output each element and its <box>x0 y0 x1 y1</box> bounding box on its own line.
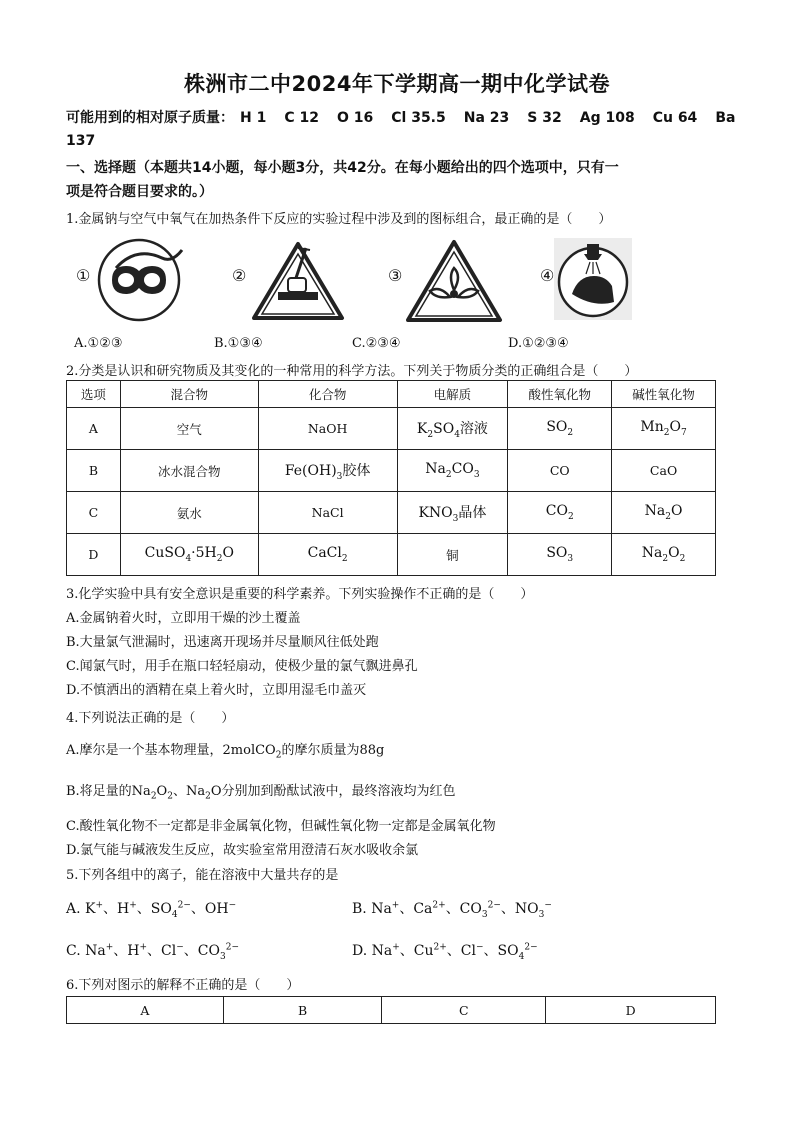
cell: 铜 <box>397 534 508 576</box>
table-row <box>67 408 716 450</box>
mass-item: Cu 64 <box>652 110 698 126</box>
q5-option-b: B. Na+、$Ca^{2+}$、$CO_3^{2-}$、$NO_3^-$ <box>352 900 552 920</box>
q3-option-a: A.金属钠着火时，立即用干燥的沙土覆盖 <box>66 611 301 626</box>
cell: $KNO_3$晶体 <box>397 492 508 534</box>
table-row <box>67 450 716 492</box>
ventilation-fan-icon <box>404 236 504 324</box>
q6-stem: 6.下列对图示的解释不正确的是（ ） <box>66 978 300 993</box>
goggles-icon <box>86 236 192 324</box>
cell: D <box>67 534 121 576</box>
table-header-row <box>67 997 716 1024</box>
q4-option-d: D.氯气能与碱液发生反应，故实验室常用澄清石灰水吸收余氯 <box>66 843 419 858</box>
table-header-row <box>67 381 716 408</box>
atomic-masses-label: 可能用到的相对原子质量： <box>66 110 234 126</box>
cell: $CO_2$ <box>508 492 612 534</box>
cell: $Mn_2O_7$ <box>612 408 716 450</box>
col-header: 化合物 <box>258 381 397 408</box>
q1-icon-1 <box>72 236 192 324</box>
col-header: 混合物 <box>120 381 258 408</box>
mass-item: Ag 108 <box>579 110 635 126</box>
section-heading: 一、选择题（本题共14小题，每小题3分，共42分。在每小题给出的四个选项中，只有一 <box>66 160 619 176</box>
col-header: 选项 <box>67 381 121 408</box>
table-row <box>67 534 716 576</box>
wash-hands-icon <box>554 238 632 320</box>
q4-option-c: C.酸性氧化物不一定都是非金属氧化物，但碱性氧化物一定都是金属氧化物 <box>66 819 496 834</box>
q4-option-b: B.将足量的$Na_2O_2$、$Na_2O$分别加到酚酞试液中，最终溶液均为红色 <box>66 784 456 802</box>
q5-option-c: C. Na+、H+、Cl−、$CO_3^{2-}$ <box>66 942 239 962</box>
mass-item: Ba <box>715 110 736 126</box>
icon-number: ① <box>76 266 91 285</box>
col-header: A <box>67 997 224 1024</box>
cell: CaCl$_2$ <box>258 534 397 576</box>
cell: $K_2SO_4$溶液 <box>397 408 508 450</box>
atomic-masses <box>66 107 735 127</box>
q2-classification-table <box>66 380 716 576</box>
icon-number: ④ <box>540 266 555 285</box>
q5-option-a: A. K+、H+、$SO_4^{2-}$、OH− <box>66 900 237 920</box>
cell: $CuSO_4\cdot 5H_2O$ <box>120 534 258 576</box>
option: B.①③④ <box>214 336 263 351</box>
mass-item: H 1 <box>240 110 267 126</box>
q3-option-c: C.闻氯气时，用手在瓶口轻轻扇动，使极少量的氯气飘进鼻孔 <box>66 659 418 674</box>
cell: $Na_2CO_3$ <box>397 450 508 492</box>
cell: $Fe(OH)_3$胶体 <box>258 450 397 492</box>
mass-item: S 32 <box>527 110 562 126</box>
icon-number: ② <box>232 266 247 285</box>
col-header: 电解质 <box>397 381 508 408</box>
q3-stem: 3.化学实验中具有安全意识是重要的科学素养。下列实验操作不正确的是（ ） <box>66 587 534 602</box>
cell: NaCl <box>258 492 397 534</box>
mass-item: O 16 <box>336 110 374 126</box>
mass-item: Na 23 <box>463 110 510 126</box>
cell: CO <box>508 450 612 492</box>
q3-option-d: D.不慎洒出的酒精在桌上着火时，立即用湿毛巾盖灭 <box>66 683 367 698</box>
hot-surface-icon <box>248 236 348 324</box>
cell: $Na_2O$ <box>612 492 716 534</box>
q1-icon-3 <box>384 236 504 324</box>
q4-option-a: A.摩尔是一个基本物理量，2molCO$_2$的摩尔质量为88g <box>66 743 385 761</box>
q6-table <box>66 996 716 1024</box>
q1-icon-4 <box>538 236 632 324</box>
q4-stem: 4.下列说法正确的是（ ） <box>66 711 235 726</box>
icon-number: ③ <box>388 266 403 285</box>
option: C.②③④ <box>352 336 401 351</box>
col-header: D <box>546 997 716 1024</box>
col-header: 酸性氧化物 <box>508 381 612 408</box>
q5-option-d: D. Na+、$Cu^{2+}$、Cl−、$SO_4^{2-}$ <box>352 942 538 962</box>
cell: NaOH <box>258 408 397 450</box>
q1-icon-strip <box>72 236 632 324</box>
section-heading-cont: 项是符合题目要求的。） <box>66 184 213 200</box>
q1-icon-2 <box>228 236 348 324</box>
exam-title: 株洲市二中2024年下学期高一期中化学试卷 <box>184 72 610 96</box>
q1-stem: 1.金属钠与空气中氧气在加热条件下反应的实验过程中涉及到的图标组合，最正确的是（ ） <box>66 212 612 227</box>
table-row <box>67 492 716 534</box>
col-header: C <box>382 997 546 1024</box>
atomic-masses-continuation: 137 <box>66 133 96 149</box>
q2-stem: 2.分类是认识和研究物质及其变化的一种常用的科学方法。下列关于物质分类的正确组合是（ ） <box>66 364 638 379</box>
col-header: B <box>223 997 382 1024</box>
mass-item: C 12 <box>284 110 319 126</box>
col-header: 碱性氧化物 <box>612 381 716 408</box>
cell: 空气 <box>120 408 258 450</box>
cell: $SO_3$ <box>508 534 612 576</box>
q3-option-b: B.大量氯气泄漏时，迅速离开现场并尽量顺风往低处跑 <box>66 635 379 650</box>
cell: C <box>67 492 121 534</box>
cell: 氨水 <box>120 492 258 534</box>
cell: $Na_2O_2$ <box>612 534 716 576</box>
option: D.①②③④ <box>508 336 569 351</box>
cell: CaO <box>612 450 716 492</box>
cell: $SO_2$ <box>508 408 612 450</box>
cell: A <box>67 408 121 450</box>
q5-stem: 5.下列各组中的离子，能在溶液中大量共存的是 <box>66 868 339 883</box>
mass-item: Cl 35.5 <box>391 110 446 126</box>
cell: B <box>67 450 121 492</box>
option: A.①②③ <box>74 336 123 351</box>
cell: 冰水混合物 <box>120 450 258 492</box>
